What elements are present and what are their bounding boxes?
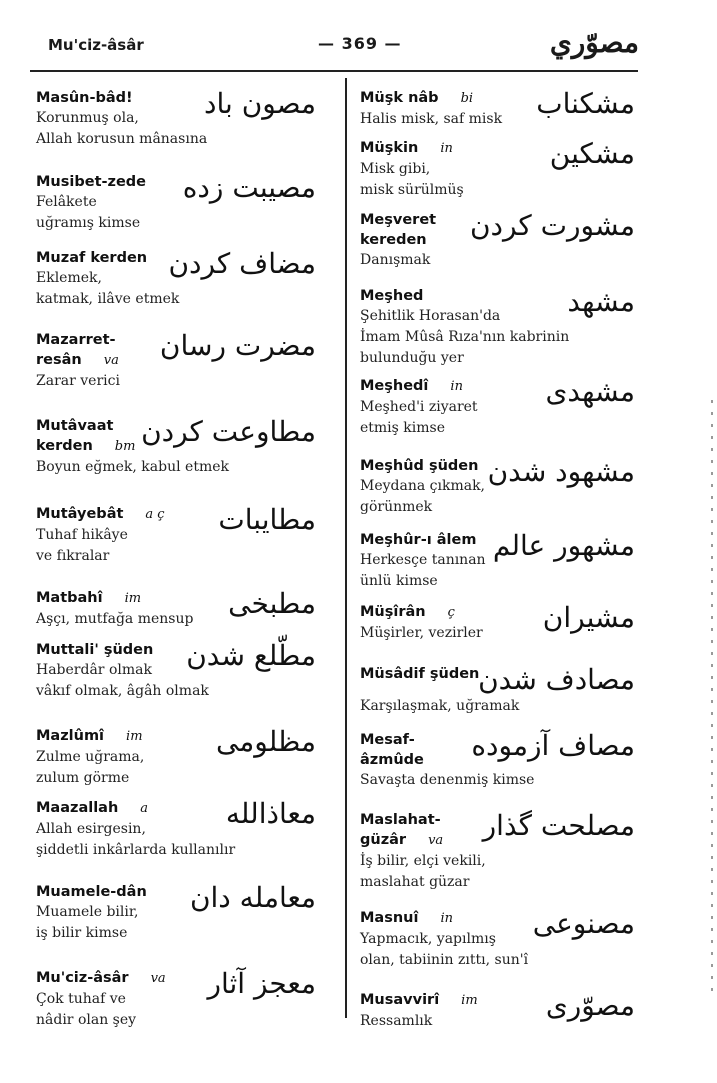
definition-line: ve fıkralar [36,548,110,564]
definition-line: maslahat güzar [360,874,470,890]
definition-line: Korunmuş ola, [36,110,139,126]
definition-line: Aşçı, mutfağa mensup [36,611,194,627]
headword-text: Müşkin [360,140,419,156]
arabic-script-headword: مشهدى [545,375,635,408]
definition-line: Çok tuhaf ve [36,991,126,1007]
definition-line: Zarar verici [36,373,120,389]
part-of-speech: a ç [145,507,165,522]
part-of-speech: in [450,379,463,394]
definition-line: Eklemek, [36,270,102,286]
headword-text: Müşîrân [360,604,426,620]
headword-text: kereden [360,232,427,248]
definition-line: katmak, ilâve etmek [36,291,180,307]
definition-line: iş bilir kimse [36,925,128,941]
arabic-script-headword: مصوّرى [545,989,635,1022]
arabic-script-headword: مصادف شدن [478,663,635,696]
arabic-script-headword: مشهور عالم [492,529,635,562]
definition-line: Meydana çıkmak, [360,478,486,494]
headword-text: Maazallah [36,800,119,816]
dictionary-entry [360,730,635,791]
dictionary-entry [36,248,316,310]
arabic-script-headword: مطبخى [228,587,316,620]
headword-text: Meşhûr-ı âlem [360,532,477,548]
arabic-script-headword: معاذالله [225,797,316,830]
headword-text: Masûn-bâd! [36,90,133,106]
part-of-speech: va [103,353,119,368]
definition-line: Allah korusun mânasına [36,131,208,147]
definition-line: bulunduğu yer [360,350,464,366]
headword-text: resân [36,352,82,368]
headword-text: Mutâyebât [36,506,124,522]
dictionary-entry [360,810,635,893]
dictionary-entry [36,416,316,478]
definition-line: Ressamlık [360,1013,433,1029]
headword-text: Mazarret- [36,332,116,348]
dictionary-entry [36,640,316,702]
dictionary-entry [360,376,635,439]
dictionary-entry [360,664,635,717]
column-divider [345,78,347,1018]
definition-line: Herkesçe tanınan [360,552,486,568]
arabic-script-headword: مصلحت گذار [482,809,635,842]
part-of-speech: bi [460,91,474,106]
headword-text: Musavvirî [360,992,440,1008]
dictionary-entry [360,908,635,971]
arabic-script-headword: مطايبات [218,503,316,536]
definition-line: Misk gibi, [360,161,431,177]
definition-line: Danışmak [360,252,431,268]
definition-line: İş bilir, elçi vekili, [360,853,486,869]
dictionary-entry [360,990,635,1032]
headword-text: Masnuî [360,910,419,926]
headword-text: Müşk nâb [360,90,439,106]
headword-text: kerden [36,438,93,454]
arabic-script-headword: مصون باد [204,87,316,120]
part-of-speech: in [440,141,453,156]
dictionary-entry [36,588,316,630]
definition-line: Zulme uğrama, [36,749,145,765]
definition-line: şiddetli inkârlarda kullanılır [36,842,236,858]
headword-text: Muttali' şüden [36,642,154,658]
definition-line: Savaşta denenmiş kimse [360,772,535,788]
headword-text: Meşhedî [360,378,429,394]
definition-line: Felâkete [36,194,97,210]
headword-text: Müsâdif şüden [360,666,480,682]
part-of-speech: va [428,833,444,848]
arabic-script-headword: مشهد [567,285,635,318]
arabic-script-headword: مشيران [542,601,635,634]
dictionary-entry [360,138,635,201]
headword-text: Mutâvaat [36,418,114,434]
definition-line: Allah esirgesin, [36,821,146,837]
part-of-speech: a [140,801,149,816]
definition-line: İmam Mûsâ Rıza'nın kabrinin [360,329,570,345]
definition-line: Boyun eğmek, kabul etmek [36,459,229,475]
headword-text: Meşhûd şüden [360,458,479,474]
headword-text: Maslahat- [360,812,441,828]
arabic-script-headword: مشكين [549,137,635,170]
arabic-script-headword: مضاف كردن [168,247,316,280]
definition-line: görünmek [360,499,433,515]
arabic-script-headword: معامله دان [189,881,316,914]
arabic-script-headword: مظلومى [215,725,316,758]
arabic-script-headword: مصاف آزموده [471,729,635,762]
headword-text: Musibet-zede [36,174,147,190]
definition-line: Meşhed'i ziyaret [360,399,478,415]
definition-line: Yapmacık, yapılmış [360,931,496,947]
arabic-script-headword: مشهود شدن [487,455,635,488]
dictionary-entry [360,88,635,130]
page-header [0,0,717,70]
running-head-left: Mu'ciz-âsâr [48,36,144,54]
margin-speckle [711,400,713,1000]
dictionary-entry [360,456,635,518]
arabic-script-headword: معجز آثار [207,967,316,1000]
headword-text: Matbahî [36,590,103,606]
part-of-speech: ç [447,605,455,620]
arabic-script-headword: مطّلع شدن [186,639,316,672]
arabic-script-headword: مشكناب [536,87,635,120]
dictionary-entry [360,602,635,644]
arabic-script-headword: مشورت كردن [469,209,635,242]
headword-text: âzmûde [360,752,424,768]
definition-line: Müşirler, vezirler [360,625,483,641]
headword-text: güzâr [360,832,407,848]
definition-line: vâkıf olmak, âgâh olmak [36,683,209,699]
arabic-script-headword: مصنوعى [532,907,635,940]
header-rule [30,70,638,72]
part-of-speech: va [150,971,166,986]
dictionary-entry [36,330,316,392]
definition-line: Halis misk, saf misk [360,111,503,127]
part-of-speech: im [461,993,478,1008]
headword-text: Meşveret [360,212,437,228]
definition-line: Karşılaşmak, uğramak [360,698,520,714]
dictionary-entry [36,882,316,944]
headword-text: Muamele-dân [36,884,147,900]
dictionary-entry [360,286,635,369]
dictionary-entry [360,210,635,271]
dictionary-entry [36,968,316,1031]
definition-line: misk sürülmüş [360,182,464,198]
dictionary-entry [36,172,316,234]
headword-text: Mu'ciz-âsâr [36,970,129,986]
part-of-speech: in [440,911,453,926]
page-number: — 369 — [318,34,402,53]
arabic-script-headword: مضرت رسان [159,329,316,362]
part-of-speech: im [124,591,142,606]
dictionary-entry [36,726,316,789]
headword-text: Muzaf kerden [36,250,148,266]
definition-line: etmiş kimse [360,420,446,436]
headword-text: Meşhed [360,288,424,304]
definition-line: uğramış kimse [36,215,141,231]
arabic-script-headword: مطاوعت كردن [141,415,316,448]
part-of-speech: im [126,729,143,744]
definition-line: nâdir olan şey [36,1012,137,1028]
dictionary-entry [36,798,316,861]
headword-text: Mesaf- [360,732,415,748]
definition-line: Şehitlik Horasan'da [360,308,501,324]
definition-line: Haberdâr olmak [36,662,152,678]
definition-line: Muamele bilir, [36,904,139,920]
definition-line: Tuhaf hikâye [36,527,128,543]
running-head-arabic: مصوّري [549,26,639,59]
arabic-script-headword: مصيبت زده [182,171,316,204]
definition-line: zulum görme [36,770,130,786]
dictionary-entry [36,88,316,150]
part-of-speech: bm [114,439,136,454]
headword-text: Mazlûmî [36,728,105,744]
definition-line: olan, tabiinin zıttı, sun'î [360,952,529,968]
definition-line: ünlü kimse [360,573,438,589]
dictionary-entry [360,530,635,592]
dictionary-entry [36,504,316,567]
